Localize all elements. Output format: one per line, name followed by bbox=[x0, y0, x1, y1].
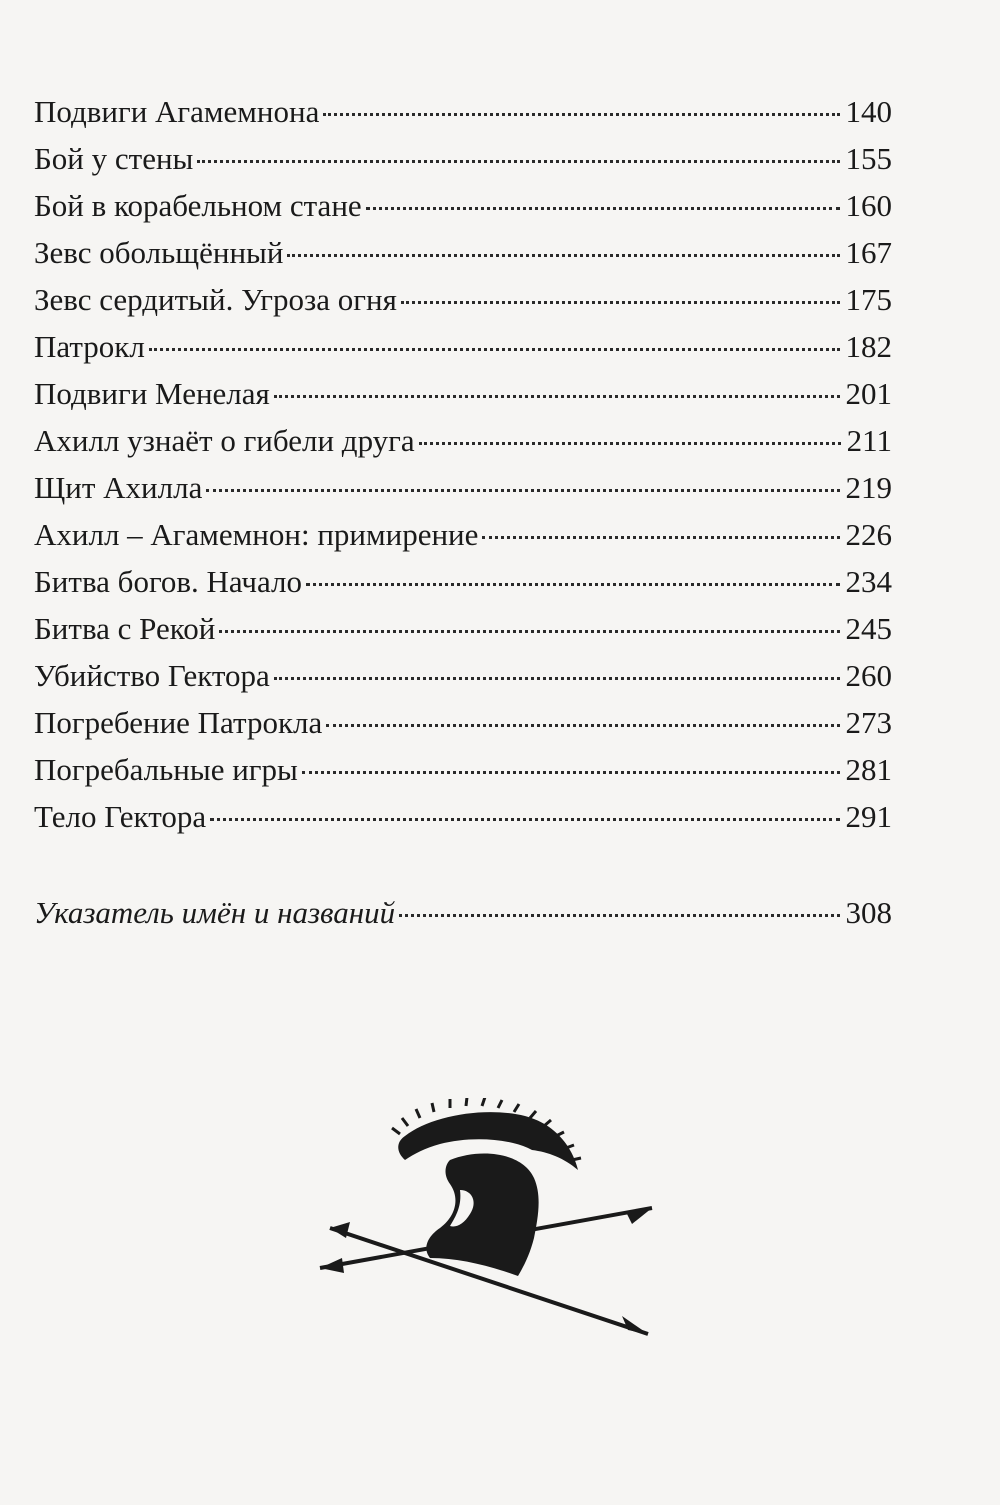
toc-entry[interactable] bbox=[34, 511, 892, 558]
dot-leader bbox=[210, 818, 839, 821]
toc-entry[interactable] bbox=[34, 229, 892, 276]
dot-leader bbox=[399, 914, 839, 917]
toc-entry[interactable] bbox=[34, 699, 892, 746]
toc-entry-page: 245 bbox=[845, 611, 892, 646]
toc-entry-page: 219 bbox=[845, 470, 892, 505]
crested-helmet-with-crossed-spears-icon bbox=[310, 1098, 670, 1348]
toc-entry[interactable] bbox=[34, 464, 892, 511]
toc-entry-title: Тело Гектора bbox=[34, 799, 207, 834]
dot-leader bbox=[482, 536, 839, 539]
toc-entry-page: 140 bbox=[845, 94, 892, 129]
toc-entry-title: Погребение Патрокла bbox=[34, 705, 323, 740]
toc-entry-title: Ахилл – Агамемнон: примирение bbox=[34, 517, 479, 552]
toc-entry[interactable] bbox=[34, 182, 892, 229]
toc-entry-title: Битва богов. Начало bbox=[34, 564, 303, 599]
toc-entry[interactable] bbox=[34, 135, 892, 182]
toc-entry[interactable] bbox=[34, 652, 892, 699]
toc-entry-page: 160 bbox=[845, 188, 892, 223]
toc-index-title: Указатель имён и названий bbox=[34, 895, 396, 930]
toc-entry-page: 211 bbox=[846, 423, 892, 458]
toc-entry-title: Зевс сердитый. Угроза огня bbox=[34, 282, 397, 317]
dot-leader bbox=[206, 489, 839, 492]
toc-entry-page: 273 bbox=[845, 705, 892, 740]
toc-entry-page: 234 bbox=[845, 564, 892, 599]
toc-entry[interactable] bbox=[34, 417, 892, 464]
dot-leader bbox=[323, 113, 839, 116]
toc-entry-index[interactable] bbox=[34, 889, 892, 936]
toc-index-page: 308 bbox=[845, 895, 892, 930]
toc-entry-page: 182 bbox=[845, 329, 892, 364]
toc-entry[interactable] bbox=[34, 370, 892, 417]
toc-entry[interactable] bbox=[34, 793, 892, 840]
toc-entry[interactable] bbox=[34, 746, 892, 793]
toc-entry-page: 175 bbox=[845, 282, 892, 317]
toc-entry-title: Бой в корабельном стане bbox=[34, 188, 362, 223]
toc-entry-page: 201 bbox=[845, 376, 892, 411]
toc-entry[interactable] bbox=[34, 558, 892, 605]
toc-entry[interactable] bbox=[34, 605, 892, 652]
toc-entry-title: Ахилл узнаёт о гибели друга bbox=[34, 423, 415, 458]
dot-leader bbox=[401, 301, 840, 304]
toc-entry-title: Патрокл bbox=[34, 329, 145, 364]
dot-leader bbox=[287, 254, 839, 257]
toc-entry-title: Подвиги Агамемнона bbox=[34, 94, 320, 129]
toc-entry-page: 167 bbox=[845, 235, 892, 270]
toc-entry-page: 291 bbox=[845, 799, 892, 834]
toc-entry-title: Битва с Рекой bbox=[34, 611, 216, 646]
toc-entry-title: Щит Ахилла bbox=[34, 470, 203, 505]
toc-entry-title: Бой у стены bbox=[34, 141, 194, 176]
toc-entry-title: Убийство Гектора bbox=[34, 658, 270, 693]
dot-leader bbox=[366, 207, 840, 210]
toc-entry-title: Погребальные игры bbox=[34, 752, 298, 787]
toc-entry-page: 281 bbox=[845, 752, 892, 787]
toc-entry-page: 155 bbox=[845, 141, 892, 176]
toc-entry[interactable] bbox=[34, 323, 892, 370]
table-of-contents bbox=[34, 88, 892, 840]
dot-leader bbox=[197, 160, 839, 163]
toc-entry-page: 226 bbox=[845, 517, 892, 552]
dot-leader bbox=[326, 724, 839, 727]
toc-entry[interactable] bbox=[34, 276, 892, 323]
dot-leader bbox=[274, 677, 840, 680]
dot-leader bbox=[274, 395, 840, 398]
toc-entry-page: 260 bbox=[845, 658, 892, 693]
toc-entry[interactable] bbox=[34, 88, 892, 135]
dot-leader bbox=[149, 348, 840, 351]
dot-leader bbox=[219, 630, 839, 633]
dot-leader bbox=[306, 583, 839, 586]
dot-leader bbox=[419, 442, 841, 445]
toc-entry-title: Подвиги Менелая bbox=[34, 376, 270, 411]
dot-leader bbox=[302, 771, 840, 774]
toc-entry-title: Зевс обольщённый bbox=[34, 235, 284, 270]
